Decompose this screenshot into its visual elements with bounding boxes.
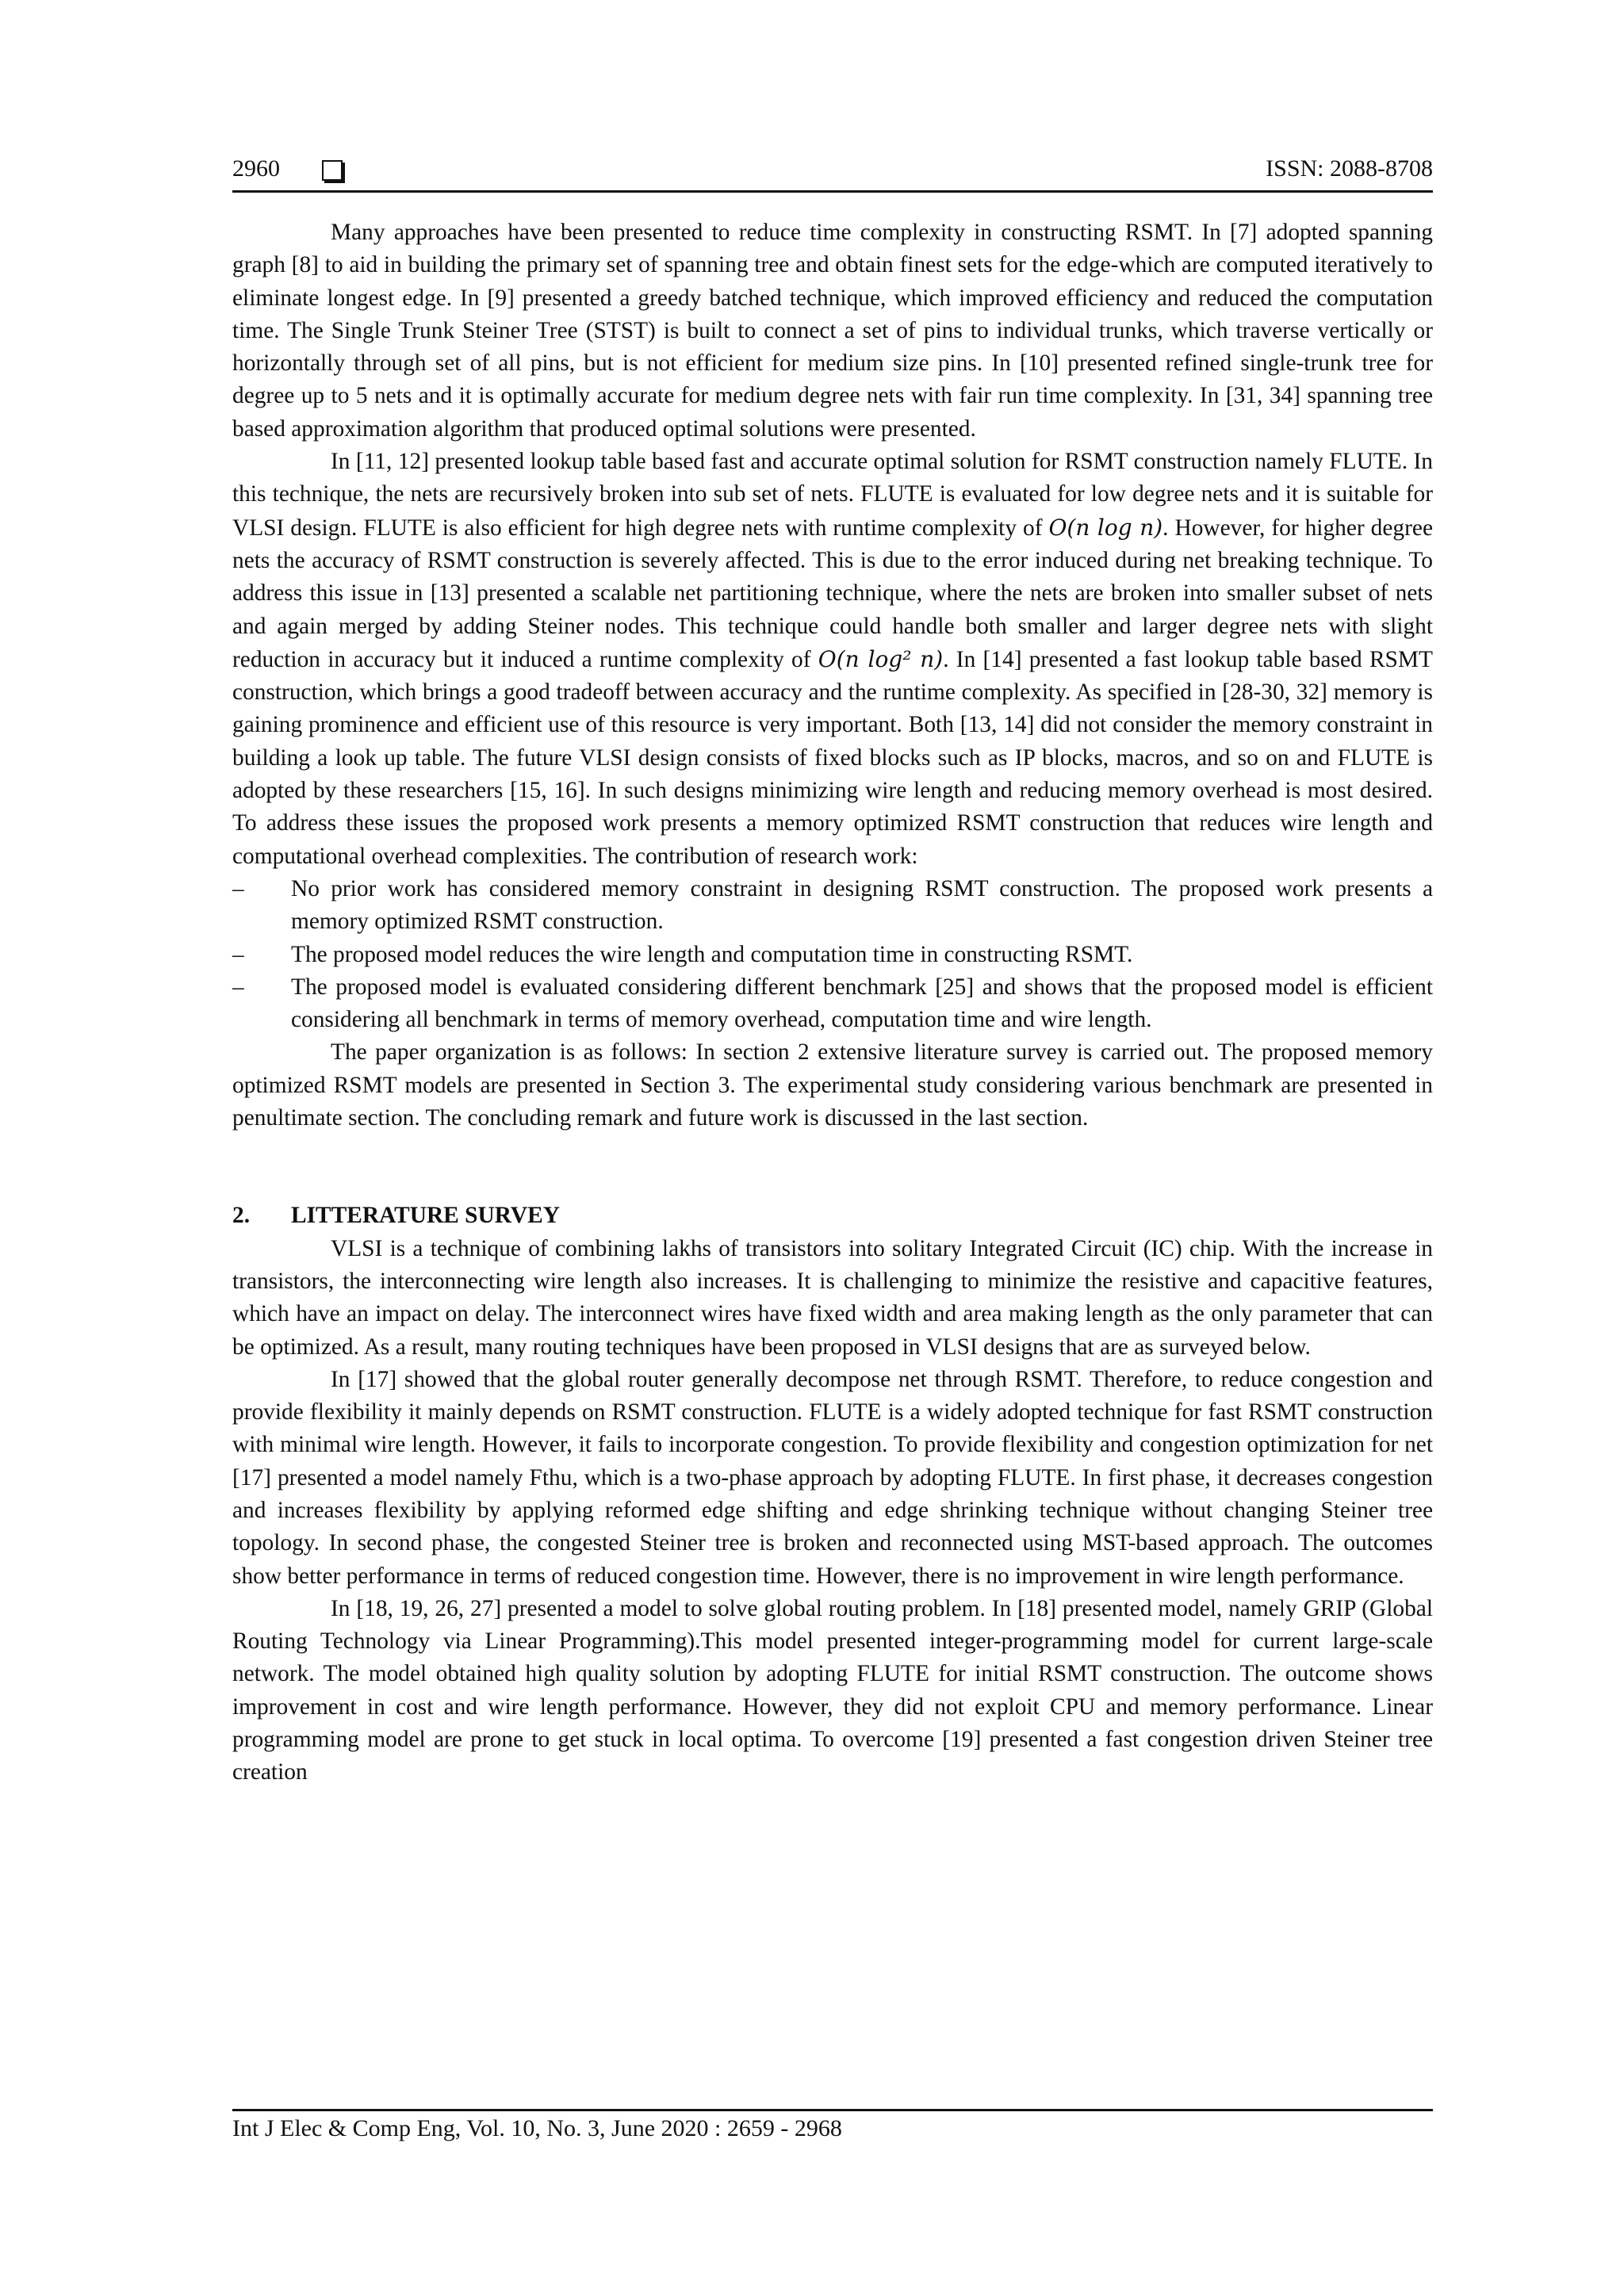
section-heading: [232, 1200, 1433, 1232]
issn: ISSN: 2088-8708: [1266, 155, 1433, 182]
page-number: 2960: [232, 155, 280, 182]
survey-paragraph-3: In [18, 19, 26, 27] presented a model to solve global routing problem. In [18] presented model, namely GRIP (Global Routing Technology via Linear Programming).This model presented integer-programming model for current large-scale network. The model obtained high quality solution by adopting FLUTE for initial RSMT construction. The outcome shows improvement in cost and wire length performance. However, they did not exploit CPU and memory performance. Linear programming model are prone to get stuck in local optima. To overcome [19] presented a fast congestion driven Steiner tree creation: [232, 1595, 1433, 1785]
flute-text-part-3: . In [14] presented a fast lookup table based RSMT construction, which brings a good tradeoff between accuracy and the runtime complexity. As specified in [28-30, 32] memory is gaining prominence and efficient use of this resource is very important. Both [13, 14] did not consider the memory constraint in building a look up table. The future VLSI design consists of fixed blocks such as IP blocks, macros, and so on and FLUTE is adopted by these researchers [15, 16]. In such designs minimizing wire length and reducing memory overhead is most desired. To address these issues the proposed work presents a memory optimized RSMT construction that reduces wire length and computational overhead complexities. The contribution of research work:: [232, 646, 1433, 869]
header-divider: [232, 190, 1433, 193]
flute-text-part-1: In [11, 12] presented lookup table based fast and accurate optimal solution for RSMT construction namely FLUTE. In this technique, the nets are recursively broken into sub set of nets. FLUTE is evaluated for low degree nets and it is suitable for VLSI design. FLUTE is also efficient for high degree nets with runtime complexity of: [232, 449, 1433, 541]
survey-paragraph-1: VLSI is a technique of combining lakhs of transistors into solitary Integrated Circuit (IC) chip. With the increase in transistors, the interconnecting wire length also increases. It is challenging to minimize the resistive and capacitive features, which have an impact on delay. The interconnect wires have fixed width and area making length as the only parameter that can be optimized. As a result, many routing techniques have been proposed in VLSI designs that are as surveyed below.: [232, 1235, 1433, 1360]
intro-paragraph-flute: [232, 446, 1433, 873]
section-spacer: [232, 1135, 1433, 1200]
checkbox-square-icon: [322, 160, 343, 181]
list-item: [232, 971, 1433, 1037]
contribution-list: [232, 873, 1433, 1036]
survey-paragraph-2: In [17] showed that the global router generally decompose net through RSMT. Therefore, to reduce congestion and provide flexibility it mainly depends on RSMT construction. FLUTE is a widely adopted technique for fast RSMT construction with minimal wire length. However, it fails to incorporate congestion. To provide flexibility and congestion optimization for net [17] presented a model namely Fthu, which is a two-phase approach by adopting FLUTE. In first phase, it decreases congestion and increases flexibility by applying reformed edge shifting and edge shrinking technique without changing Steiner tree topology. In second phase, the congested Steiner tree is broken and reconnected using MST-based approach. The outcomes show better performance in terms of reduced congestion time. However, there is no improvement in wire length performance.: [232, 1366, 1433, 1589]
intro-paragraph-1: Many approaches have been presented to reduce time complexity in constructing RSMT. In [7] adopted spanning graph [8] to aid in building the primary set of spanning tree and obtain finest sets for the edge-which are computed iteratively to eliminate longest edge. In [9] presented a greedy batched technique, which improved efficiency and reduced the computation time. The Single Trunk Steiner Tree (STST) is built to connect a set of pins to individual trunks, which traverse vertically or horizontally through set of all pins, but is not efficient for medium size pins. In [10] presented refined single-trunk tree for degree up to 5 nets and it is optimally accurate for medium degree nets with fair run time complexity. In [31, 34] spanning tree based approximation algorithm that produced optimal solutions were presented.: [232, 220, 1433, 442]
page-header: [232, 151, 1433, 190]
dash-bullet: –: [232, 974, 244, 1000]
math-complexity-nlog2n: O(n log² n): [818, 645, 944, 672]
list-item: [232, 873, 1433, 939]
section-title: LITTERATURE SURVEY: [291, 1203, 560, 1229]
list-item-text: The proposed model is evaluated considering different benchmark [25] and shows that the proposed model is efficient considering all benchmark in terms of memory overhead, computation time and wire length.: [291, 974, 1433, 1033]
footer-divider: [232, 2109, 1433, 2111]
list-item: [232, 939, 1433, 971]
dash-bullet: –: [232, 941, 244, 967]
section-number: 2.: [232, 1203, 251, 1229]
list-item-text: No prior work has considered memory constraint in designing RSMT construction. The proposed work presents a memory optimized RSMT construction.: [291, 875, 1433, 935]
dash-bullet: –: [232, 875, 244, 901]
article-body: [232, 216, 1433, 1789]
flute-text-part-2: . However, for higher degree nets the accuracy of RSMT construction is severely affected. This is due to the error induced during net breaking technique. To address this issue in [13] presented a scalable net partitioning technique, where the nets are broken into smaller subset of nets and again merged by adding Steiner nodes. This technique could handle both smaller and larger degree nets with slight reduction in accuracy but it induced a runtime complexity of: [232, 515, 1433, 672]
organization-paragraph: The paper organization is as follows: In section 2 extensive literature survey is carried out. The proposed memory optimized RSMT models are presented in Section 3. The experimental study considering various benchmark are presented in penultimate section. The concluding remark and future work is discussed in the last section.: [232, 1039, 1433, 1131]
list-item-text: The proposed model reduces the wire length and computation time in constructing RSMT.: [291, 941, 1133, 967]
math-complexity-nlogn: O(n log n): [1048, 514, 1163, 541]
journal-citation: Int J Elec & Comp Eng, Vol. 10, No. 3, June 2020 : 2659 - 2968: [232, 2115, 842, 2141]
